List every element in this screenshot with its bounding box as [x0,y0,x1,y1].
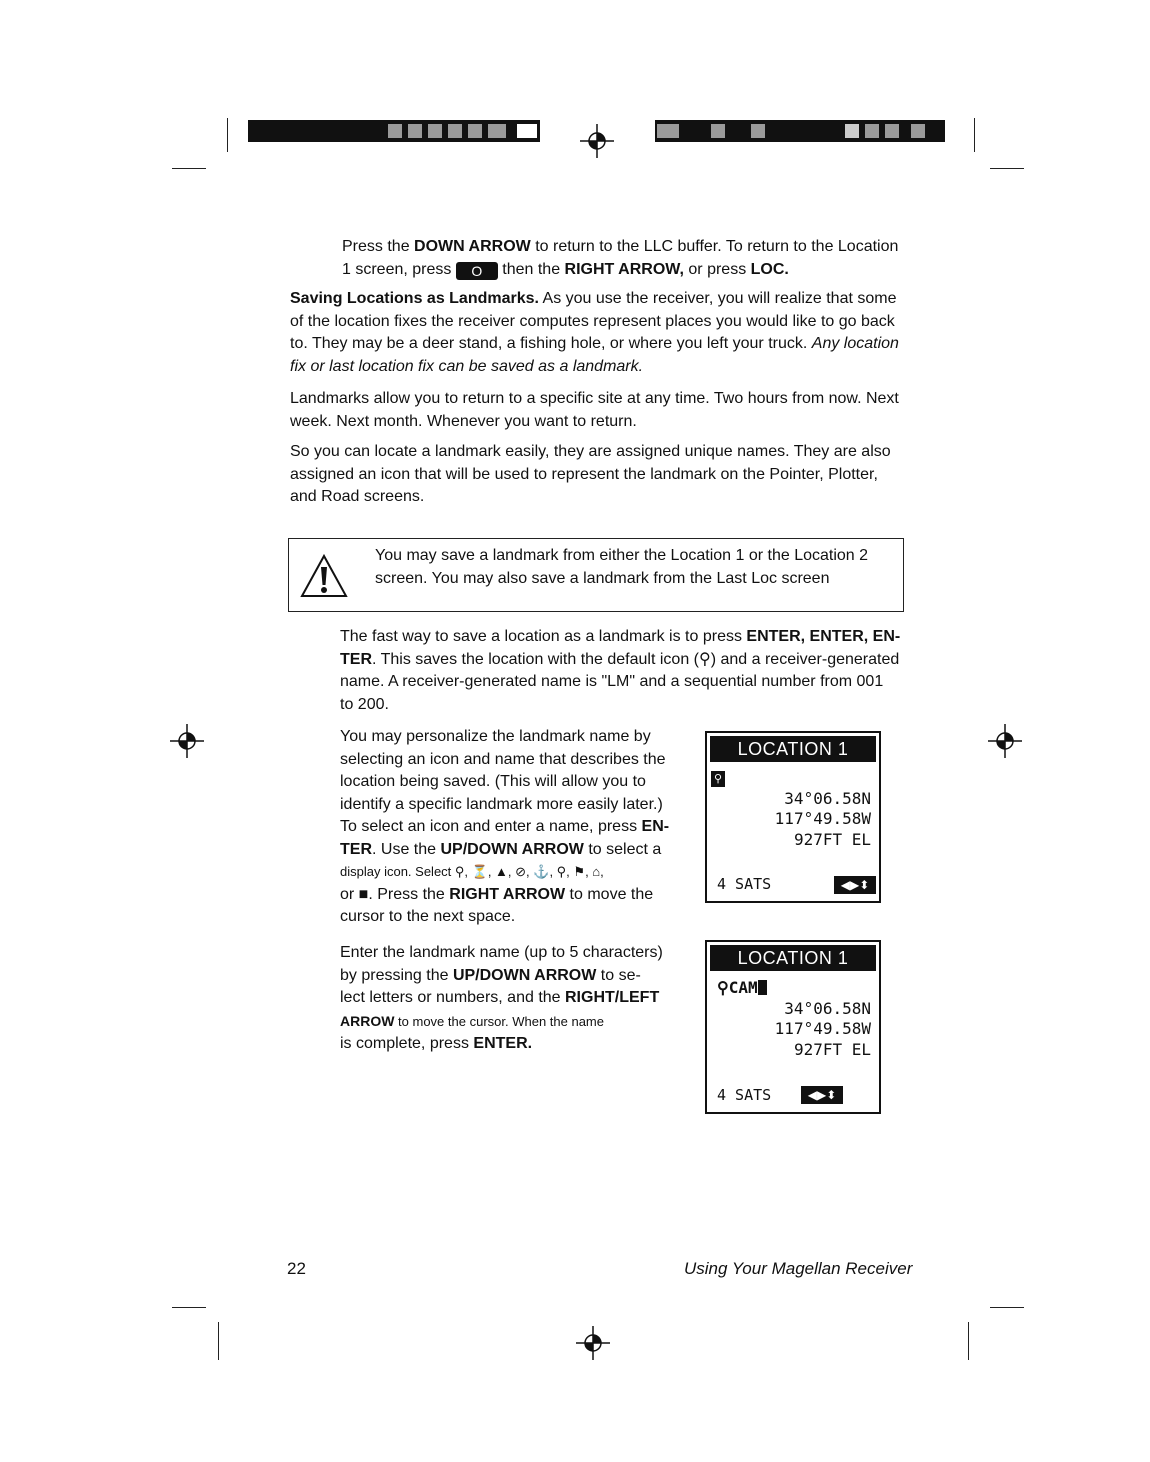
screen-title: LOCATION 1 [710,945,876,971]
landmark-name-entry: ⚲CAM [717,978,767,997]
nav-arrows-icon: ◀▶⬍ [834,876,876,894]
paragraph-landmarks: Landmarks allow you to return to a specific site at any time. Two hours from now. Next week. Next month. Whenever you want to return. [290,390,899,430]
paragraph-saving: Saving Locations as Landmarks. As you use the receiver, you will realize that some of the location fixes the receiver computes represent places you would like to go back to. They may be a deer stand, a fishing hole, or where you left your truck. Any location fix or last location fix can be saved as a landmark. [290,290,899,375]
crop-mark [990,1307,1024,1308]
running-footer: Using Your Magellan Receiver [684,1259,913,1278]
car-icon: ■ [358,885,369,903]
gps-screen-location-1-name-entry [705,940,881,1114]
elevation: 927FT EL [793,1040,871,1059]
longitude: 117°49.58W [774,1019,871,1038]
paragraph-locate: So you can locate a landmark easily, they are assigned unique names. They are also assigned an icon that will be used to represent the landmark on the Pointer, Plotter, and Road screens. [290,443,891,505]
longitude: 117°49.58W [774,809,871,828]
pin-icon: ⚲ [699,650,711,668]
paragraph-fast-save: The fast way to save a location as a landmark is to press ENTER, ENTER, EN- TER. This saves the location with the default icon (⚲) and a receiver-generated name. A receiver-generated name is "LM" and a sequential number from 001 to 200. [340,628,901,713]
crop-mark [968,1322,969,1360]
header-bar-left [248,120,540,142]
latitude: 34°06.58N [784,999,871,1018]
elevation: 927FT EL [793,830,871,849]
registration-target-icon [988,724,1022,758]
screen-title: LOCATION 1 [710,736,876,762]
paragraph-return: Press the DOWN ARROW to return to the LLC buffer. To return to the Location 1 screen, press O then the RIGHT ARROW, or press LOC. [342,238,899,279]
section-heading: Saving Locations as Landmarks. [290,290,539,307]
satellite-count: 4 SATS [717,875,772,893]
note-text: You may save a landmark from either the Location 1 or the Location 2 screen. You may also save a landmark from the Last Loc screen [375,547,869,587]
satellite-count: 4 SATS [717,1086,772,1104]
registration-target-icon [170,724,204,758]
icon-list: display icon. Select ⚲, ⏳, ▲, ⊘, ⚓, ⚲, ⚑, ⌂, [340,864,604,879]
warning-icon [299,553,349,599]
crop-mark [172,168,206,169]
crop-mark [990,168,1024,169]
crop-mark [218,1322,219,1360]
crop-mark [974,118,975,152]
gps-screen-location-1 [705,731,881,903]
note-box [288,538,904,612]
registration-target-icon [580,124,614,158]
bold-term: DOWN ARROW [414,238,531,255]
crop-mark [227,118,228,152]
registration-target-icon [576,1326,610,1360]
nav-arrows-icon: ◀▶⬍ [801,1086,843,1104]
crop-mark [172,1307,206,1308]
paragraph-enter-name: Enter the landmark name (up to 5 characters) by pressing the UP/DOWN ARROW to se- lect letters or numbers, and the RIGHT/LEFT ARROW to move the cursor. When the name is complete, press ENTER. [340,944,663,1052]
paragraph-personalize: You may personalize the landmark name by selecting an icon and name that describes the location being saved. (This will allow you to identify a specific landmark more easily later.) To select an icon and enter a name, press EN- TER. Use the UP/DOWN ARROW to select a display icon. Select ⚲, ⏳, ▲, ⊘, ⚓, ⚲, ⚑, ⌂, or ■. Press the RIGHT ARROW to move the cursor to the next space. [340,728,670,925]
header-bar-right [655,120,945,142]
clear-key-icon: O [456,262,498,280]
page-number: 22 [287,1259,306,1278]
landmark-icon: ⚲ [711,771,725,787]
latitude: 34°06.58N [784,789,871,808]
